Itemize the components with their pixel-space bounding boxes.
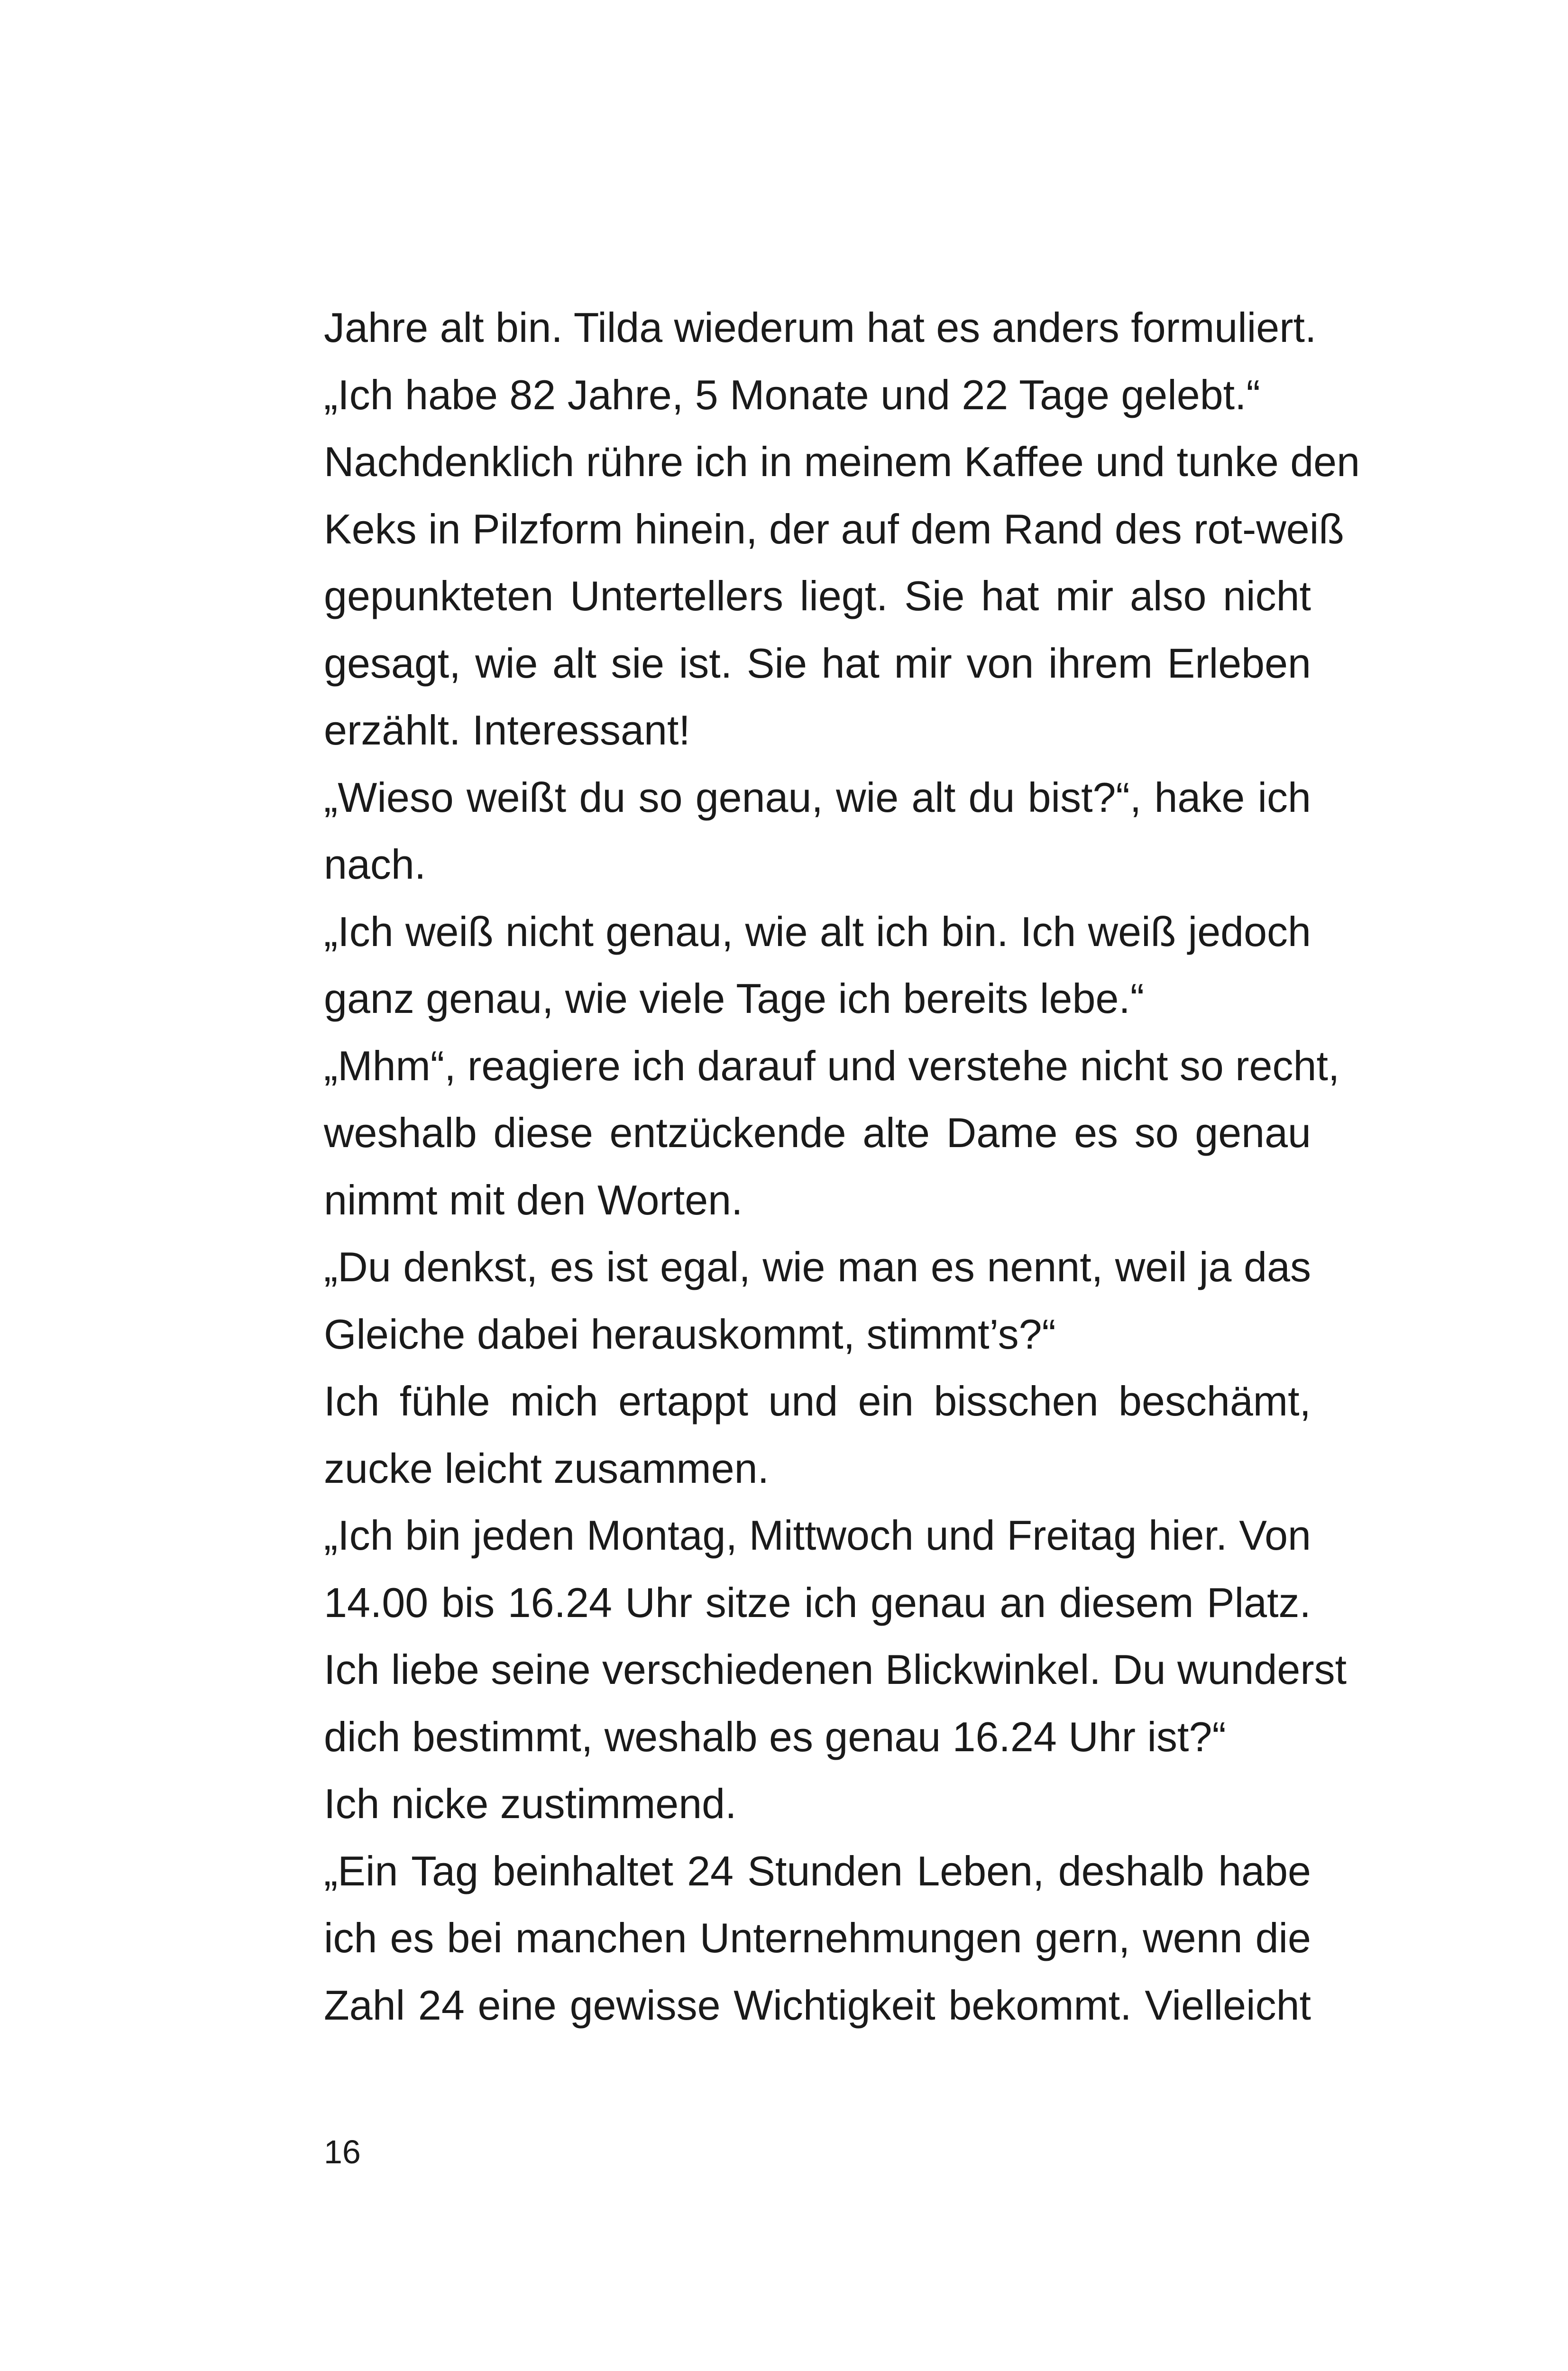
text-line: zucke leicht zusammen. (324, 1444, 770, 1492)
text-line: „Ein Tag beinhaltet 24 Stunden Leben, deshalb habe (324, 1847, 1311, 1894)
text-line: „Wieso weißt du so genau, wie alt du bist?“, hake ich (324, 773, 1311, 821)
text-line: Keks in Pilzform hinein, der auf dem Rand des rot-weiß (324, 505, 1345, 552)
text-line: „Du denkst, es ist egal, wie man es nennt, weil ja das (324, 1243, 1311, 1290)
text-line: Ich fühle mich ertappt und ein bisschen beschämt, (324, 1378, 1311, 1424)
text-line: erzählt. Interessant! (324, 707, 690, 754)
text-line: ganz genau, wie viele Tage ich bereits lebe.“ (324, 975, 1145, 1022)
text-line: gepunkteten Untertellers liegt. Sie hat mir also nicht (324, 572, 1311, 619)
text-line: „Mhm“, reagiere ich darauf und verstehe nicht so recht, (324, 1042, 1340, 1089)
text-line: nimmt mit den Worten. (324, 1176, 743, 1223)
text-line: Zahl 24 eine gewisse Wichtigkeit bekommt. Vielleicht (324, 1981, 1311, 2029)
page-number: 16 (324, 2133, 361, 2170)
text-line: ich es bei manchen Unternehmungen gern, wenn die (324, 1914, 1311, 1961)
text-line: „Ich habe 82 Jahre, 5 Monate und 22 Tage gelebt.“ (324, 371, 1260, 418)
text-line: „Ich weiß nicht genau, wie alt ich bin. Ich weiß jedoch (324, 908, 1311, 955)
text-line: Gleiche dabei herauskommt, stimmt’s?“ (324, 1310, 1056, 1358)
text-line: Ich liebe seine verschiedenen Blickwinkel. Du wunderst (324, 1646, 1347, 1693)
text-line: Ich nicke zustimmend. (324, 1780, 737, 1827)
text-line: 14.00 bis 16.24 Uhr sitze ich genau an diesem Platz. (324, 1579, 1311, 1626)
text-line: nach. (324, 841, 426, 888)
text-line: dich bestimmt, weshalb es genau 16.24 Uhr ist?“ (324, 1713, 1226, 1760)
text-line: Nachdenklich rühre ich in meinem Kaffee und tunke den (324, 438, 1360, 485)
text-line: weshalb diese entzückende alte Dame es so genau (324, 1109, 1311, 1156)
text-line: Jahre alt bin. Tilda wiederum hat es anders formuliert. (324, 304, 1317, 351)
text-line: „Ich bin jeden Montag, Mittwoch und Freitag hier. Von (324, 1512, 1311, 1559)
body-text (324, 294, 1360, 2039)
text-line: gesagt, wie alt sie ist. Sie hat mir von ihrem Erleben (324, 639, 1311, 687)
